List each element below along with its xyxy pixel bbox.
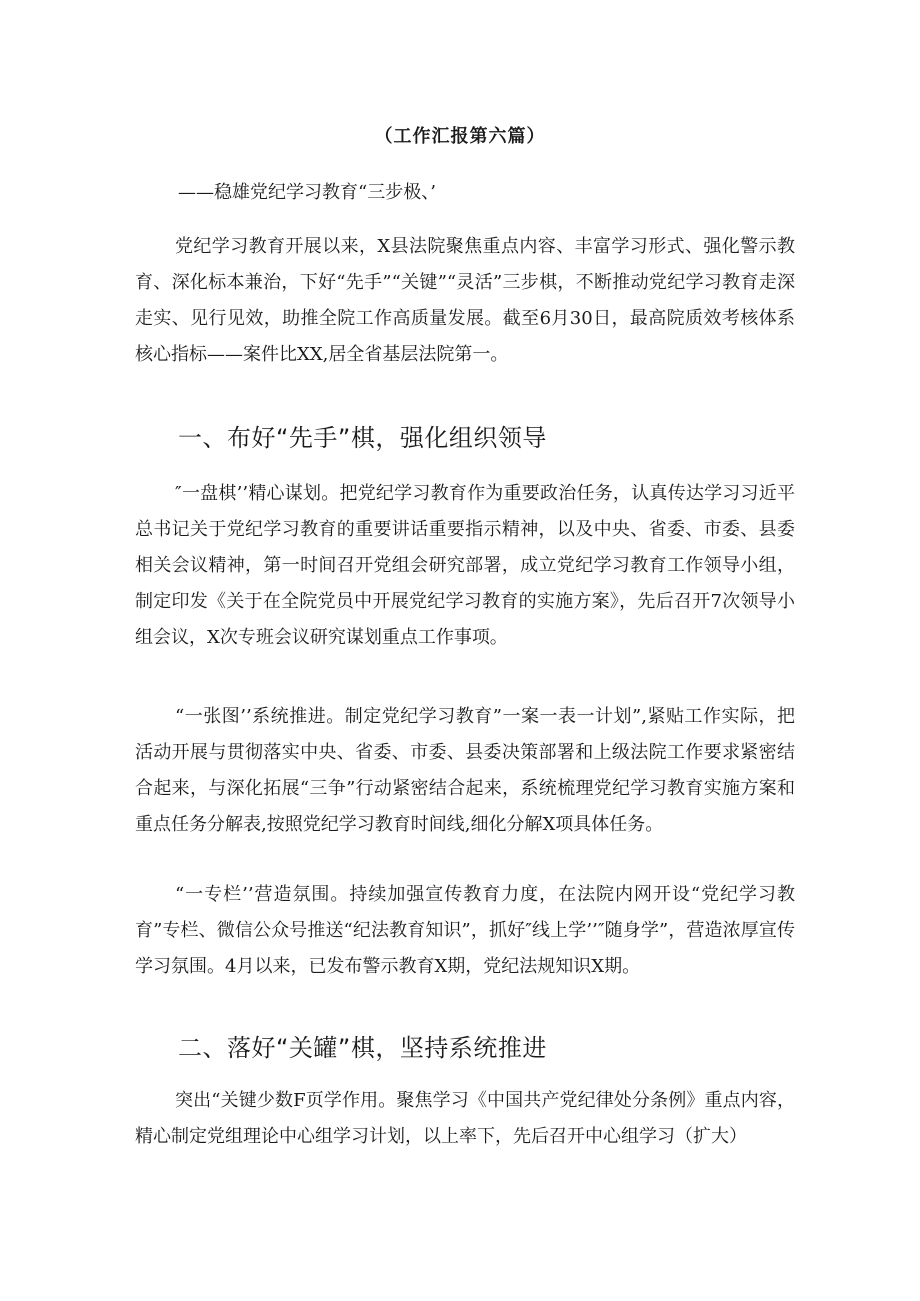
- section-1-paragraph-3: “一专栏’’营造氛围。持续加强宣传教育力度，在法院内网开设“党纪学习教育”专栏、微信公众号推送“纪法教育知识”，抓好″线上学’’″随身学”，营造浓厚宣传学习氛围。4月以来，已发布警示教育X期，党纪法规知识X期。: [135, 884, 795, 977]
- section-1-paragraph-2: “一张图’’系统推进。制定党纪学习教育”一案一表一计划”,紧贴工作实际，把活动开展与贯彻落实中央、省委、市委、县委决策部署和上级法院工作要求紧密结合起来，与深化拓展“三争”行动紧密结合起来，系统梳理党纪学习教育实施方案和重点任务分解表,按照党纪学习教育时间线,细化分解X项具体任务。: [135, 706, 795, 835]
- document-title: （工作汇报第六篇）: [374, 126, 546, 147]
- document-subtitle: ——稳雄党纪学习教育“三步极、’: [178, 182, 436, 203]
- section-1-heading: 一、布好“先手”棋，强化组织领导: [178, 424, 547, 452]
- section-2-paragraph-1: 突出“关键少数F页学作用。聚焦学习《中国共产党纪律处分条例》重点内容，精心制定党组理论中心组学习计划，以上率下，先后召开中心组学习（扩大）: [135, 1090, 795, 1147]
- section-1-paragraph-1: ″一盘棋’’精心谋划。把党纪学习教育作为重要政治任务，认真传达学习习近平总书记关于党纪学习教育的重要讲话重要指示精神，以及中央、省委、市委、县委相关会议精神，第一时间召开党组会研究部署，成立党纪学习教育工作领导小组，制定印发《关于在全院党员中开展党纪学习教育的实施方案》，先后召开7次领导小组会议，X次专班会议研究谋划重点工作事项。: [135, 483, 795, 648]
- section-2-heading: 二、落好“关罐”棋，坚持系统推进: [178, 1034, 547, 1062]
- intro-paragraph: 党纪学习教育开展以来，X县法院聚焦重点内容、丰富学习形式、强化警示教育、深化标本兼治，下好“先手”“关键”“灵活”三步棋，不断推动党纪学习教育走深走实、见行见效，助推全院工作高质量发展。截至6月30日，最高院质效考核体系核心指标——案件比XX,居全省基层法院第一。: [135, 236, 795, 365]
